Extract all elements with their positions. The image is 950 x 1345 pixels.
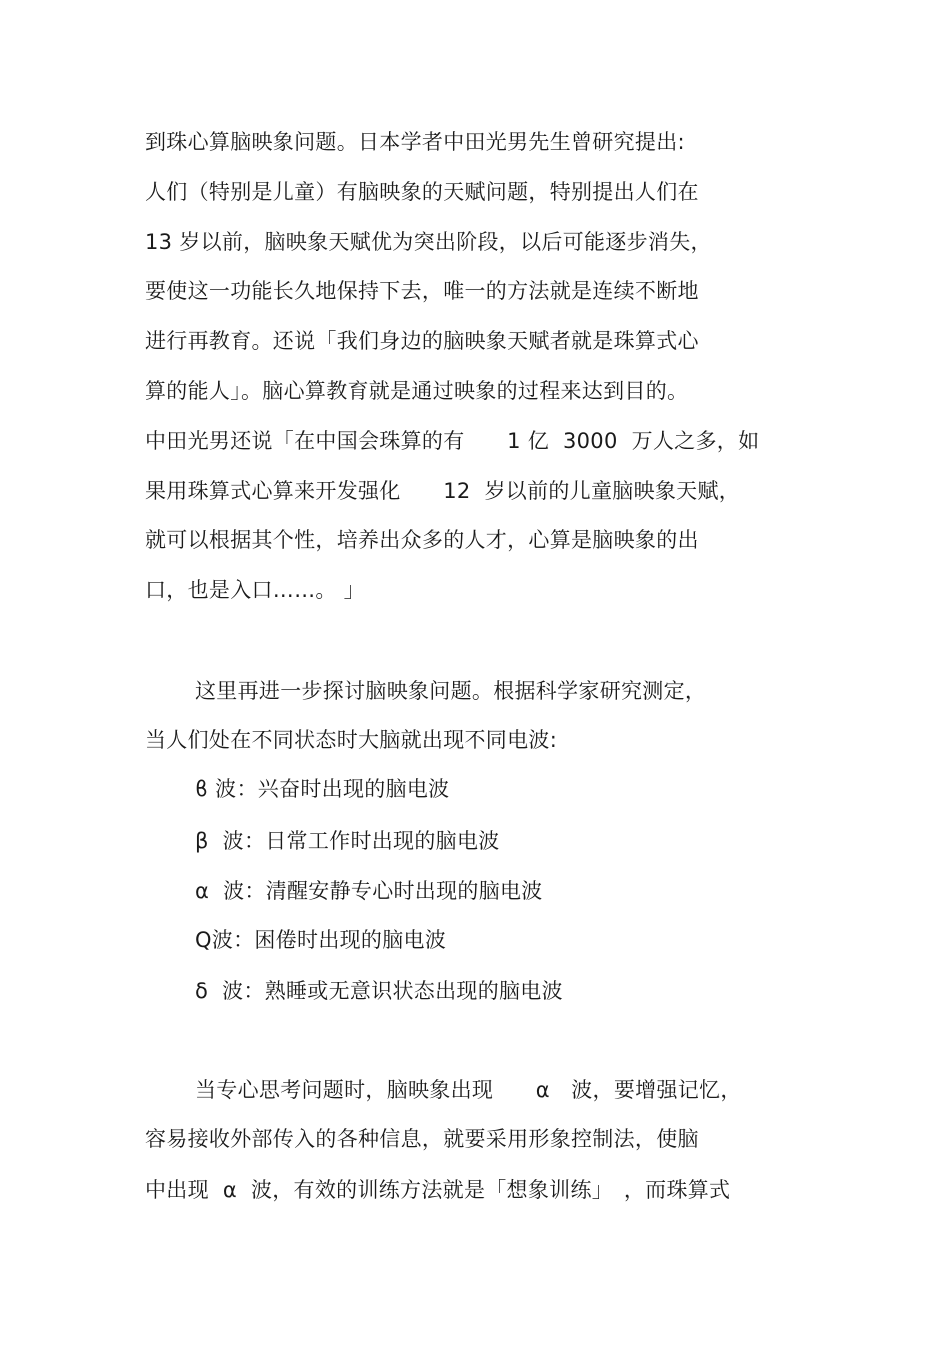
text-line: 进行再教育。还说「我们身边的脑映象天赋者就是珠算式心	[145, 329, 699, 353]
text-line: 算的能人」。脑心算教育就是通过映象的过程来达到目的。	[145, 379, 689, 403]
text-line: 口，也是入口……。 」	[145, 578, 365, 602]
text-line: 容易接收外部传入的各种信息，就要采用形象控制法，使脑	[145, 1127, 699, 1151]
text-line: 就可以根据其个性，培养出众多的人才，心算是脑映象的出	[145, 528, 699, 552]
text-line: 这里再进一步探讨脑映象问题。根据科学家研究测定，	[195, 679, 707, 703]
wave-item: β 波：日常工作时出现的脑电波	[195, 829, 500, 853]
wave-item: δ 波：熟睡或无意识状态出现的脑电波	[195, 979, 563, 1003]
text-line: 到珠心算脑映象问题。日本学者中田光男先生曾研究提出:	[145, 130, 685, 154]
wave-item: Q波：困倦时出现的脑电波	[195, 928, 447, 952]
text-line: 中出现 α 波，有效的训练方法就是「想象训练」 ，而珠算式	[145, 1178, 731, 1202]
wave-item: α 波：清醒安静专心时出现的脑电波	[195, 879, 543, 903]
text-line: 13 岁以前，脑映象天赋优为突出阶段，以后可能逐步消失，	[145, 230, 712, 254]
text-line: 要使这一功能长久地保持下去，唯一的方法就是连续不断地	[145, 279, 699, 303]
wave-item: ϐ 波：兴奋时出现的脑电波	[195, 777, 450, 801]
text-line: 当人们处在不同状态时大脑就出现不同电波:	[145, 728, 558, 752]
text-line: 中田光男还说「在中国会珠算的有 1 亿 3000 万人之多，如	[145, 429, 760, 453]
text-line: 果用珠算式心算来开发强化 12 岁以前的儿童脑映象天赋，	[145, 479, 741, 503]
text-line: 人们（特别是儿童）有脑映象的天赋问题，特别提出人们在	[145, 180, 699, 204]
text-line: 当专心思考问题时，脑映象出现 α 波，要增强记忆，	[195, 1078, 742, 1102]
